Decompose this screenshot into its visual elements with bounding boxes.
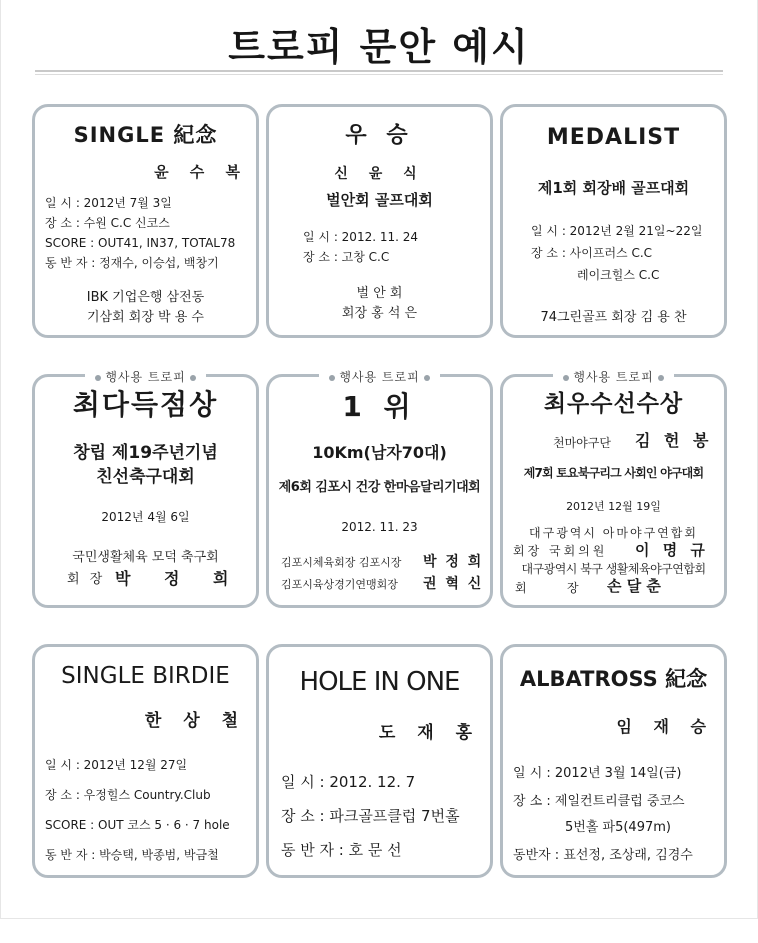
trophy-card-albatross <box>500 644 727 878</box>
card-heading: HOLE IN ONE <box>299 667 460 697</box>
detail-row: 장 소 : 우정힐스 Country.Club <box>45 788 211 802</box>
signatory-name: 이 명 규 <box>635 541 709 559</box>
detail-row: SCORE : OUT41, IN37, TOTAL78 <box>45 236 236 250</box>
event-name: 제7회 토요북구리그 사회인 야구대회 <box>523 466 704 480</box>
signatory-title: 장 <box>567 581 579 595</box>
trophy-card-winner <box>266 104 493 338</box>
signatory-title: 회 <box>515 581 527 595</box>
detail-row: 일 시 : 2012. 11. 24 <box>303 230 419 244</box>
dot-icon <box>658 375 664 381</box>
event-date: 2012년 12월 19일 <box>566 500 661 513</box>
recipient-name: 신 윤 식 <box>334 166 425 182</box>
event-trophy-tag: 행사용 트로피 <box>503 366 724 385</box>
detail-row: SCORE : OUT 코스 5 · 6 · 7 hole <box>45 818 230 832</box>
signatory: 기삼회 회장 박 용 수 <box>87 310 204 325</box>
detail-row: 장 소 : 사이프러스 C.C <box>531 246 653 260</box>
recipient-name: 임 재 승 <box>616 717 714 736</box>
trophy-card-hole-in-one <box>266 644 493 878</box>
detail-row: 장 소 : 파크골프클럽 7번홀 <box>281 807 460 825</box>
detail-row: 동 반 자 : 호 문 선 <box>281 841 402 859</box>
signatory-title: 회 장 <box>67 572 106 587</box>
recipient-name: 한 상 철 <box>144 711 246 731</box>
detail-row: 일 시 : 2012년 2월 21일~22일 <box>531 224 703 238</box>
detail-row: 일 시 : 2012년 3월 14일(금) <box>513 766 682 781</box>
event-name: 벌안회 골프대회 <box>326 191 433 209</box>
organization: IBK 기업은행 삼전동 <box>86 290 205 305</box>
card-heading: MEDALIST <box>546 125 681 150</box>
event-date: 2012년 4월 6일 <box>101 510 190 524</box>
signatory-name: 손 달 춘 <box>607 577 661 595</box>
event-line: 창립 제19주년기념 <box>73 443 218 463</box>
event-line: 친선축구대회 <box>96 467 195 487</box>
title-divider <box>35 70 723 72</box>
detail-row: 레이크힐스 C.C <box>577 268 660 282</box>
detail-row: 동반자 : 표선정, 조상래, 김경수 <box>513 848 693 863</box>
signatory-name: 박 정 희 <box>115 569 243 588</box>
signatory-name: 박 정 희 <box>423 554 484 570</box>
card-heading: 1 위 <box>342 390 417 423</box>
signatory-title: 회장 국회의원 <box>513 544 608 558</box>
event-name: 제6회 김포시 건강 한마음달리기대회 <box>278 480 481 495</box>
organization: 대구광역시 아마야구연합회 <box>529 526 698 540</box>
detail-row: 일 시 : 2012. 12. 7 <box>281 773 416 791</box>
signatory: 회장 홍 석 은 <box>341 306 418 321</box>
dot-icon <box>95 375 101 381</box>
detail-row: 장 소 : 고창 C.C <box>303 250 390 264</box>
team-name: 천마야구단 <box>553 436 611 450</box>
title-divider-thin <box>35 74 723 75</box>
event-trophy-tag: 행사용 트로피 <box>35 366 256 385</box>
organization: 대구광역시 북구 생활체육야구연합회 <box>521 562 706 576</box>
trophy-card-top-scorer <box>32 370 259 608</box>
signatory: 74그린골프 회장 김 용 찬 <box>540 310 687 325</box>
detail-row: 일 시 : 2012년 12월 27일 <box>45 758 188 772</box>
detail-row: 5번홀 파5(497m) <box>565 820 671 835</box>
organization: 벌 안 회 <box>356 286 403 301</box>
trophy-card-best-player <box>500 370 727 608</box>
dot-icon <box>329 375 335 381</box>
trophy-card-first-place <box>266 370 493 608</box>
recipient-name: 김 헌 봉 <box>635 431 713 450</box>
page-title: 트로피 문안 예시 <box>228 25 530 69</box>
category: 10Km(남자70대) <box>312 443 447 462</box>
trophy-card-single <box>32 104 259 338</box>
detail-row: 일 시 : 2012년 7월 3일 <box>45 196 172 210</box>
event-name: 제1회 회장배 골프대회 <box>537 179 690 197</box>
card-heading: 최다득점상 <box>72 388 219 421</box>
event-trophy-tag: 행사용 트로피 <box>269 366 490 385</box>
signatory-title: 김포시체육회장 김포시장 <box>281 556 402 569</box>
detail-row: 동 반 자 : 정재수, 이승섭, 백창기 <box>45 256 219 270</box>
signatory-name: 권 혁 신 <box>423 576 484 592</box>
trophy-card-medalist <box>500 104 727 338</box>
recipient-name: 도 재 홍 <box>378 723 480 743</box>
event-date: 2012. 11. 23 <box>341 520 418 534</box>
card-heading: 최우수선수상 <box>543 391 684 417</box>
detail-row: 장 소 : 수원 C.C 신코스 <box>45 216 170 230</box>
card-heading: 우 승 <box>345 123 414 148</box>
dot-icon <box>424 375 430 381</box>
card-heading: ALBATROSS 紀念 <box>519 667 708 691</box>
dot-icon <box>563 375 569 381</box>
recipient-name: 윤 수 복 <box>154 163 248 181</box>
signatory-title: 김포시육상경기연맹회장 <box>281 578 398 591</box>
card-heading: SINGLE 紀念 <box>73 123 218 147</box>
trophy-card-birdie <box>32 644 259 878</box>
detail-row: 장 소 : 제일컨트리클럽 중코스 <box>513 794 685 809</box>
detail-row: 동 반 자 : 박승택, 박종범, 박금철 <box>45 848 219 862</box>
organization: 국민생활체육 모덕 축구회 <box>72 550 219 565</box>
dot-icon <box>190 375 196 381</box>
card-heading: SINGLE BIRDIE <box>61 663 230 689</box>
